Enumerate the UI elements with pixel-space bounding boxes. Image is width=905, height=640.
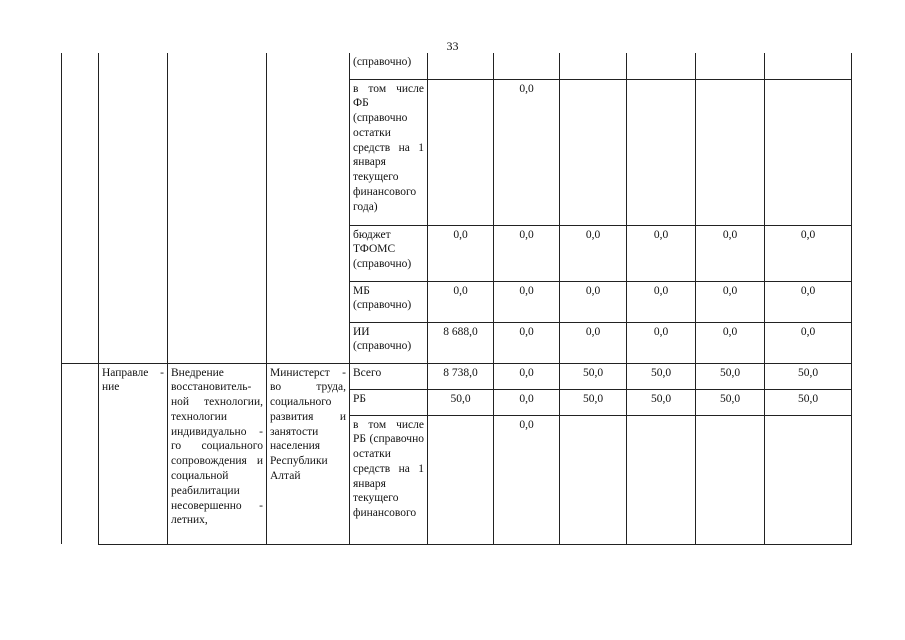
index-cell (62, 53, 99, 363)
value-cell: 8 738,0 (428, 363, 494, 389)
value-cell (627, 53, 696, 79)
value-cell: 0,0 (765, 281, 852, 322)
value-cell (696, 415, 765, 544)
value-cell: 0,0 (560, 225, 627, 281)
budget-table (61, 53, 852, 545)
value-cell (428, 79, 494, 225)
value-cell: 0,0 (560, 281, 627, 322)
executor-cell: Министерст - во труда, социального развития и занятости населения Республики Алтай (267, 363, 350, 544)
value-cell: 0,0 (765, 322, 852, 363)
page-number: 33 (446, 39, 459, 53)
name-cell (168, 53, 267, 363)
value-cell (494, 53, 560, 79)
value-cell (765, 415, 852, 544)
value-cell: 0,0 (428, 281, 494, 322)
source-cell: МБ (справочно) (350, 281, 428, 322)
value-cell: 50,0 (696, 363, 765, 389)
value-cell: 0,0 (627, 225, 696, 281)
value-cell: 0,0 (627, 322, 696, 363)
value-cell: 0,0 (428, 225, 494, 281)
value-cell: 50,0 (765, 363, 852, 389)
value-cell: 0,0 (696, 281, 765, 322)
value-cell: 0,0 (560, 322, 627, 363)
value-cell (428, 415, 494, 544)
table-row (62, 53, 852, 79)
executor-cell (267, 53, 350, 363)
value-cell (560, 79, 627, 225)
value-cell: 0,0 (765, 225, 852, 281)
value-cell: 50,0 (696, 389, 765, 415)
source-cell: ИИ (справочно) (350, 322, 428, 363)
value-cell: 50,0 (627, 363, 696, 389)
value-cell: 0,0 (494, 415, 560, 544)
value-cell: 50,0 (765, 389, 852, 415)
value-cell: 0,0 (494, 79, 560, 225)
value-cell (765, 79, 852, 225)
value-cell: 0,0 (494, 225, 560, 281)
direction-name-cell: Внедрение восстановитель-ной технологии, технологии индивидуально - го социального сопровождения и социальной реабилитации несовершенно - летних, (168, 363, 267, 544)
value-cell (428, 53, 494, 79)
value-cell: 8 688,0 (428, 322, 494, 363)
value-cell: 0,0 (696, 322, 765, 363)
value-cell: 50,0 (428, 389, 494, 415)
value-cell (696, 79, 765, 225)
value-cell: 0,0 (494, 322, 560, 363)
value-cell: 50,0 (560, 363, 627, 389)
value-cell (765, 53, 852, 79)
source-cell: (справочно) (350, 53, 428, 79)
source-cell: РБ (350, 389, 428, 415)
value-cell (560, 415, 627, 544)
index-cell (62, 363, 99, 544)
value-cell (627, 79, 696, 225)
value-cell: 0,0 (494, 363, 560, 389)
value-cell: 0,0 (696, 225, 765, 281)
value-cell: 50,0 (627, 389, 696, 415)
value-cell: 50,0 (560, 389, 627, 415)
table-row (62, 363, 852, 389)
direction-type-cell: Направле - ние (99, 363, 168, 544)
type-cell (99, 53, 168, 363)
value-cell (696, 53, 765, 79)
source-cell: в том числе РБ (справочно остатки средств на 1 января текущего финансового (350, 415, 428, 544)
value-cell (560, 53, 627, 79)
source-cell: в том числе ФБ (справочно остатки средств на 1 января текущего финансового года) (350, 79, 428, 225)
source-cell: Всего (350, 363, 428, 389)
value-cell (627, 415, 696, 544)
value-cell: 0,0 (494, 389, 560, 415)
source-cell: бюджет ТФОМС (справочно) (350, 225, 428, 281)
value-cell: 0,0 (494, 281, 560, 322)
value-cell: 0,0 (627, 281, 696, 322)
